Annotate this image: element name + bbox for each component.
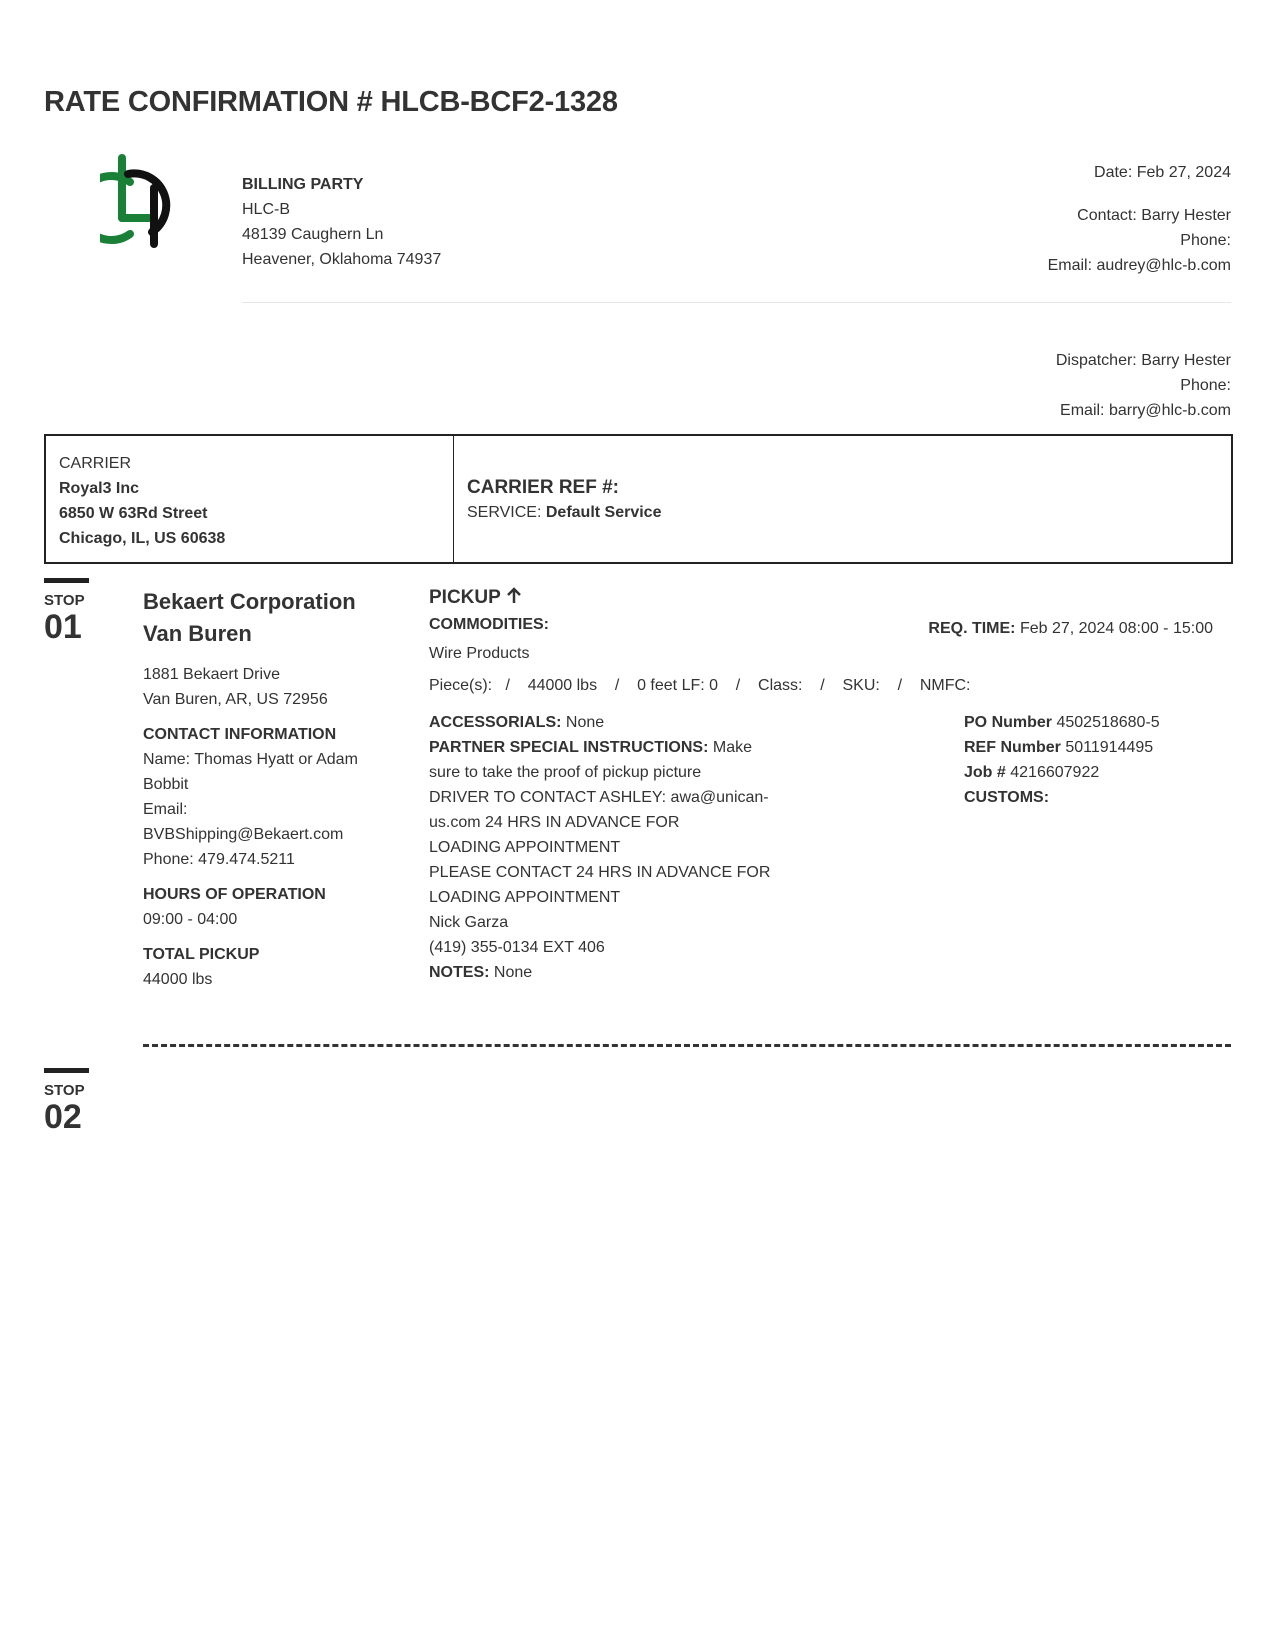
instructions-line: DRIVER TO CONTACT ASHLEY: awa@unican- (429, 789, 769, 806)
instructions-line: LOADING APPOINTMENT (429, 839, 621, 856)
divider (242, 302, 1231, 303)
header-contact (1048, 160, 1231, 278)
ref-value: 5011914495 (1065, 739, 1154, 756)
dispatcher-info (1056, 348, 1231, 423)
commodities-label: COMMODITIES: (429, 616, 549, 633)
contact-email: Email: audrey@hlc-b.com (1047, 257, 1231, 274)
hlc-logo-icon (100, 154, 180, 249)
location-name-line2: Van Buren (143, 621, 252, 646)
billing-party (242, 172, 441, 272)
carrier-info (46, 436, 454, 562)
carrier-name: Royal3 Inc (59, 480, 140, 497)
location-name-line1: Bekaert Corporation (143, 589, 356, 614)
billing-address-line1: 48139 Caughern Ln (242, 226, 384, 243)
instructions-line: (419) 355-0134 EXT 406 (429, 939, 605, 956)
stop-type-label: PICKUP (429, 587, 501, 608)
document-date: Date: Feb 27, 2024 (1094, 164, 1231, 181)
stop-label: STOP (44, 1082, 85, 1099)
instructions-first-line (429, 735, 809, 760)
notes-label: NOTES: (429, 964, 490, 981)
contact-heading: CONTACT INFORMATION (143, 726, 337, 743)
req-time-label: REQ. TIME: (928, 620, 1016, 637)
instructions-first: Make (712, 739, 752, 756)
stop-label: STOP (44, 592, 85, 609)
accessorials (429, 710, 809, 735)
stop-separator (143, 1044, 1231, 1047)
instructions-line: Nick Garza (429, 914, 509, 931)
carrier-address-line1: 6850 W 63Rd Street (59, 505, 208, 522)
carrier-ref-label: CARRIER REF #: (467, 476, 620, 498)
stop-marker-02 (44, 1068, 89, 1135)
req-time-value: Feb 27, 2024 08:00 - 15:00 (1019, 620, 1213, 637)
contact-email: BVBShipping@Bekaert.com (143, 826, 344, 843)
po-label: PO Number (964, 714, 1053, 731)
reference-numbers (964, 710, 1160, 810)
arrow-up-icon (506, 587, 522, 604)
po-value: 4502518680-5 (1056, 714, 1160, 731)
location-address-line2: Van Buren, AR, US 72956 (143, 691, 328, 708)
contact-name-line1: Name: Thomas Hyatt or Adam (143, 751, 358, 768)
accessorials-label: ACCESSORIALS: (429, 714, 562, 731)
billing-heading: BILLING PARTY (242, 176, 364, 193)
instructions-line: LOADING APPOINTMENT (429, 889, 621, 906)
location-name (143, 586, 393, 650)
carrier-ref-info (454, 436, 1231, 562)
notes-value: None (493, 964, 533, 981)
contact-name: Contact: Barry Hester (1077, 207, 1231, 224)
stop-bar (44, 578, 89, 583)
location-address-line1: 1881 Bekaert Drive (143, 666, 280, 683)
job-value: 4216607922 (1010, 764, 1100, 781)
total-pickup-value: 44000 lbs (143, 971, 213, 988)
total-pickup-heading: TOTAL PICKUP (143, 946, 260, 963)
service-label: SERVICE: (467, 503, 542, 521)
stop-type (429, 584, 809, 612)
stop-number: 02 (44, 1098, 82, 1136)
stop-details (429, 584, 809, 666)
ref-label: REF Number (964, 739, 1061, 756)
billing-name: HLC-B (242, 201, 291, 218)
ref-number (964, 735, 1160, 760)
stop-marker-01 (44, 578, 89, 645)
job-label: Job # (964, 764, 1006, 781)
accessorials-value: None (565, 714, 605, 731)
contact-name-line2: Bobbit (143, 776, 189, 793)
dispatcher-phone: Phone: (1180, 377, 1231, 394)
job-number (964, 760, 1160, 785)
carrier-address-line2: Chicago, IL, US 60638 (59, 530, 226, 547)
hours-value: 09:00 - 04:00 (143, 911, 238, 928)
pieces-line: Piece(s): / 44000 lbs / 0 feet LF: 0 / Class: / SKU: / NMFC: (429, 677, 971, 694)
instructions-label: PARTNER SPECIAL INSTRUCTIONS: (429, 739, 709, 756)
stop-instructions (429, 710, 809, 985)
instructions-line: us.com 24 HRS IN ADVANCE FOR (429, 814, 680, 831)
customs-label: CUSTOMS: (964, 789, 1050, 806)
stop-number: 01 (44, 608, 82, 646)
service-line (467, 501, 1218, 525)
stop-bar (44, 1068, 89, 1073)
instructions-line: PLEASE CONTACT 24 HRS IN ADVANCE FOR (429, 864, 771, 881)
contact-phone: Phone: (1180, 232, 1231, 249)
stop-location (143, 586, 393, 992)
po-number (964, 710, 1160, 735)
instructions-line: sure to take the proof of pickup picture (429, 764, 702, 781)
contact-email-label: Email: (143, 801, 188, 818)
hours-heading: HOURS OF OPERATION (143, 886, 326, 903)
contact-phone: Phone: 479.474.5211 (143, 851, 295, 868)
billing-address-line2: Heavener, Oklahoma 74937 (242, 251, 442, 268)
service-value: Default Service (545, 503, 662, 521)
commodity-name: Wire Products (429, 645, 530, 662)
carrier-label: CARRIER (59, 455, 132, 472)
dispatcher-name: Dispatcher: Barry Hester (1055, 352, 1231, 369)
req-time (928, 616, 1213, 641)
page-title: RATE CONFIRMATION # HLCB-BCF2-1328 (44, 86, 618, 118)
dispatcher-email: Email: barry@hlc-b.com (1060, 402, 1231, 419)
notes (429, 960, 809, 985)
carrier-box (44, 434, 1233, 564)
